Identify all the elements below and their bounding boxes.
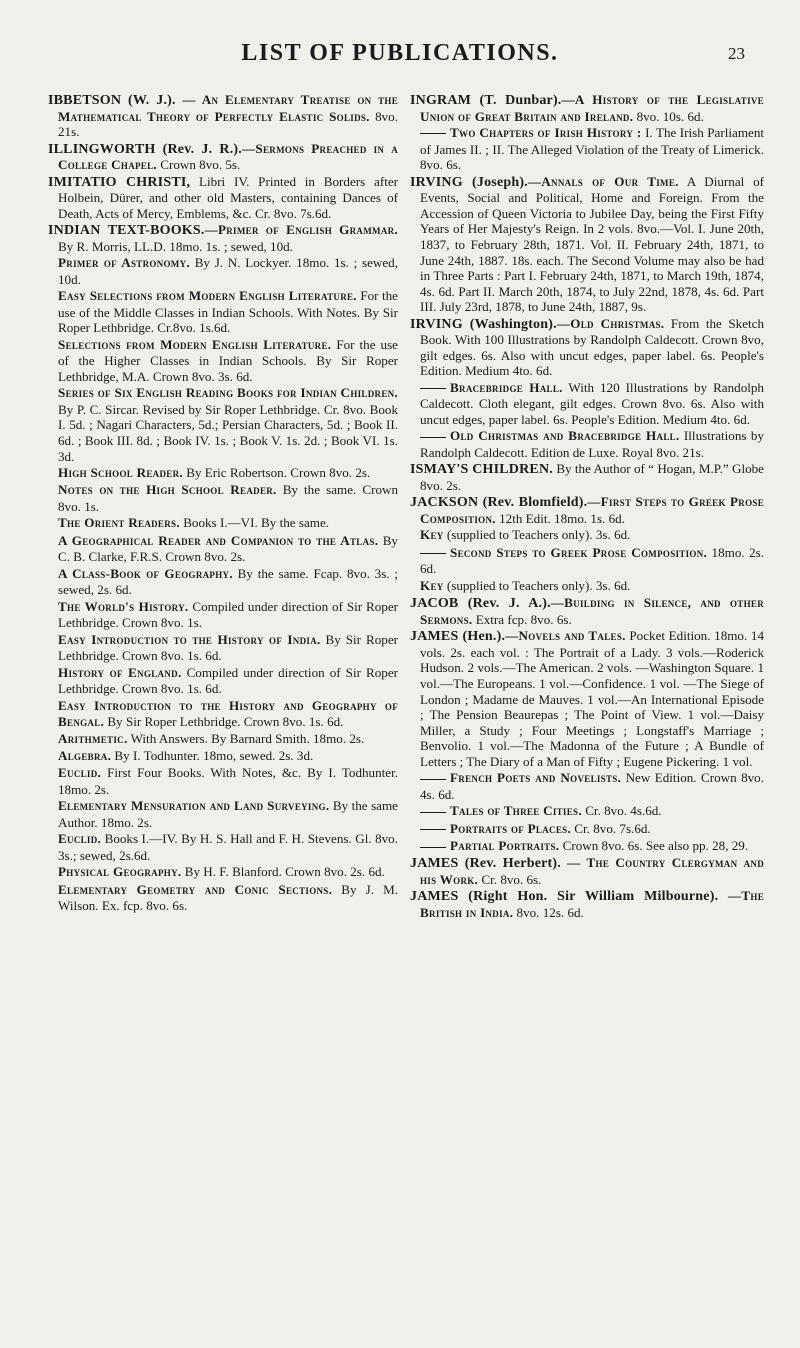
entry-details: With Answers. By Barnard Smith. 18mo. 2s. [127, 730, 365, 746]
entry-details: Books I.—VI. By the same. [179, 515, 330, 531]
entry-author: JAMES (Hen.). [410, 629, 506, 645]
catalog-entry [48, 337, 398, 385]
catalog-entry [410, 92, 764, 124]
entry-details: For the use of the Middle Classes in Indian Schools. With Notes. By Sir Roper Lethbridge. Cr.8vo. 1s.6d. [58, 288, 398, 336]
catalog-entry [48, 798, 398, 830]
entry-title: Partial Portraits. [450, 838, 560, 854]
catalog-entry [48, 255, 398, 287]
entry-author: JACOB (Rev. J. A.). [410, 596, 551, 612]
catalog-entry [48, 831, 398, 863]
ditto-dash [420, 133, 446, 134]
catalog-entry [48, 665, 398, 697]
entry-title: Arithmetic. [58, 730, 128, 746]
catalog-entry [48, 515, 398, 532]
entry-title: —Novels and Tales. [505, 628, 626, 644]
page-title: LIST OF PUBLICATIONS. [241, 40, 559, 66]
catalog-entry [48, 731, 398, 748]
entry-title: Key [420, 527, 444, 543]
entry-title: Euclid. [58, 831, 102, 847]
ditto-dash [420, 388, 446, 389]
entry-details: By the same Author. 18mo. 2s. [58, 798, 398, 831]
entry-details: First Four Books. With Notes, &c. By I. Todhunter. 18mo. 2s. [58, 765, 398, 798]
catalog-entry [48, 288, 398, 336]
entry-details: By J. M. Wilson. Ex. fcp. 8vo. 6s. [58, 881, 398, 914]
catalog-entry [48, 385, 398, 464]
entry-details: 12th Edit. 18mo. 1s. 6d. [495, 511, 625, 527]
entry-author: IRVING (Joseph). [410, 174, 528, 190]
entry-details: Cr. 8vo. 4s.6d. [581, 803, 662, 819]
entry-title: Easy Selections from Modern English Literature. [58, 288, 357, 304]
entry-title: Physical Geography. [58, 864, 182, 880]
entry-title: The Orient Readers. [58, 515, 180, 531]
entry-title: —Sermons Preached in a College Chapel. [58, 140, 398, 173]
entry-title: Key [420, 577, 444, 593]
entry-title: Series of Six English Reading Books for Indian Children. [58, 385, 398, 401]
entry-details: By I. Todhunter. 18mo, sewed. 2s. 3d. [111, 748, 314, 764]
entry-title: Euclid. [58, 765, 102, 781]
catalog-entry [410, 125, 764, 173]
ditto-dash [420, 847, 446, 848]
entry-details: For the use of the Higher Classes in Indian Schools. By Sir Roper Lethbridge, M.A. Crown 8vo. 3s. 6d. [58, 336, 398, 384]
entry-title: — An Elementary Treatise on the Mathematical Theory of Perfectly Elastic Solids. [58, 92, 399, 124]
entry-details: 8vo. 10s. 6d. [633, 108, 704, 124]
entry-title: —Annals of Our Time. [527, 173, 679, 189]
entry-title: History of England. [58, 664, 182, 680]
entry-details: By R. Morris, LL.D. 18mo. 1s. ; sewed, 10d. [58, 238, 293, 254]
catalog-entry [410, 316, 764, 379]
catalog-entry [48, 698, 398, 730]
entry-title: A Geographical Reader and Companion to the Atlas. [58, 532, 379, 548]
entry-details: Crown 8vo. 6s. See also pp. 28, 29. [559, 838, 749, 854]
catalog-entry [48, 599, 398, 631]
entry-details: I. The Irish Parliament of James II. ; II. The Alleged Violation of the Treaty of Limerick. 8vo. 6s. [420, 124, 764, 173]
entry-details: 8vo. 12s. 6d. [513, 905, 584, 921]
entry-details: Extra fcp. 8vo. 6s. [472, 611, 572, 627]
entry-title: Bracebridge Hall. [450, 379, 563, 395]
entry-title: —The British in India. [420, 888, 764, 921]
publication-list [48, 92, 764, 921]
entry-title: Easy Introduction to the History and Geography of Bengal. [58, 697, 398, 730]
catalog-entry [410, 380, 764, 428]
entry-title: Easy Introduction to the History of India. [58, 631, 321, 647]
entry-author: JAMES (Rev. Herbert). [410, 856, 561, 872]
entry-details: By C. B. Clarke, F.R.S. Crown 8vo. 2s. [58, 532, 398, 565]
entry-title: —First Steps to Greek Prose Composition. [420, 494, 764, 527]
entry-title: Second Steps to Greek Prose Composition. [450, 544, 708, 560]
catalog-entry [410, 855, 764, 887]
catalog-entry [48, 882, 398, 914]
entry-author: JACKSON (Rev. Blomfield). [410, 495, 588, 511]
catalog-entry [48, 765, 398, 797]
entry-details: Illustrations by Randolph Caldecott. Edition de Luxe. Royal 8vo. 21s. [420, 428, 764, 461]
page-number: 23 [728, 44, 745, 63]
catalog-entry [410, 888, 764, 920]
entry-details: With 120 Illustrations by Randolph Caldecott. Cloth elegant, gilt edges. Crown 8vo. 6s. Also with uncut edges, paper label. 6s. People's Edition. Medium 4to. 6d. [420, 379, 764, 428]
entry-details: Libri IV. Printed in Borders after Holbein, Dürer, and other old Masters, containing Dances of Death, Acts of Mercy, Emblems, &c. Cr. 8vo. 7s.6d. [58, 173, 399, 221]
entry-title: Notes on the High School Reader. [58, 482, 277, 498]
catalog-entry [48, 864, 398, 881]
entry-author: IBBETSON (W. J.). [48, 93, 176, 108]
entry-author: ILLINGWORTH (Rev. J. R.). [48, 141, 242, 157]
entry-author: ISMAY'S CHILDREN. [410, 462, 553, 478]
entry-title: High School Reader. [58, 465, 183, 481]
catalog-entry [48, 632, 398, 664]
entry-title: Selections from Modern English Literature. [58, 336, 332, 352]
entry-title: French Poets and Novelists. [450, 770, 622, 786]
entry-details: A Diurnal of Events, Social and Political, Home and Foreign. From the Accession of Queen Victoria to Jubilee Day, being the First Fifty Years of Her Majesty's Reign. In 2 vols. 8vo.—Vol. I. June 20th, 1837, to February 28th, 1871. Vol. II. February 24th, 1871, to June 24th, 1887. 18s. each. The Second Volume may also be had in Three Parts : Part I. February 24th, 1871, to March 19th, 1874, 4s. 6d. Part II. March 20th, 1874, to July 22nd, 1878, 4s. 6d. Part III. July 23rd, 1878, to June 24th, 1887, 9s. [420, 173, 764, 315]
entry-title: The World's History. [58, 598, 189, 614]
entry-title: Elementary Geometry and Conic Sections. [58, 881, 333, 897]
entry-details: Pocket Edition. 18mo. 14 vols. 2s. each vol. : The Portrait of a Lady. 3 vols.—Roderick Hudson. 2 vols.—The American. 2 vols. —Washington Square. 1 vol.—The Europeans. 1 vol.—Confidence. 1 vol. —The Siege of London ; Madame de Mauves. 1 vol.—An International Episode ; The Pension Beaurepas ; The Point of View. 1 vol.—Daisy Miller, a Study ; Four Meetings ; Longstaff's Marriage ; Benvolio. 1 vol.—The Madonna of the Future ; A Bundle of Letters ; The Diary of a Man of Fifty ; Eugene Pickering. 1 vol. [420, 628, 765, 769]
entry-details: Compiled under direction of Sir Roper Lethbridge. Crown 8vo. 1s. [58, 598, 398, 631]
catalog-entry [48, 533, 398, 565]
entry-title: —Old Christmas. [556, 315, 665, 331]
entry-author: JAMES (Right Hon. Sir William Milbourne). [410, 889, 719, 905]
entry-details: By Sir Roper Lethbridge. Crown 8vo. 1s. 6d. [104, 714, 344, 730]
entry-details: 18mo. 2s. 6d. [420, 544, 765, 577]
entry-title: —Primer of English Grammar. [204, 222, 398, 238]
ditto-dash [420, 829, 446, 830]
entry-title: Two Chapters of Irish History : [450, 124, 642, 140]
entry-details: (supplied to Teachers only). 3s. 6d. [443, 527, 631, 543]
entry-details: By J. N. Lockyer. 18mo. 1s. ; sewed, 10d. [58, 255, 398, 287]
entry-title: Primer of Astronomy. [58, 255, 190, 271]
entry-title: A Class-Book of Geography. [58, 565, 233, 581]
ditto-dash [420, 779, 446, 780]
entry-title: —Building in Silence, and other Sermons. [420, 595, 764, 627]
entry-details: Cr. 8vo. 7s.6d. [571, 820, 651, 836]
entry-details: By the same. Crown 8vo. 1s. [58, 482, 398, 515]
entry-author: IMITATIO CHRISTI, [48, 174, 191, 190]
entry-title: Algebra. [58, 748, 112, 764]
catalog-entry [48, 222, 398, 254]
catalog-entry [410, 527, 764, 544]
entry-title: — The Country Clergyman and his Work. [420, 855, 764, 888]
catalog-entry [48, 566, 398, 598]
entry-details: From the Sketch Book. With 100 Illustrations by Randolph Caldecott. Crown 8vo, gilt edges. 6s. Also with uncut edges, paper label. 6s. People's Edition. Medium 4to. 6d. [420, 315, 764, 379]
catalog-entry [48, 465, 398, 482]
page-header [0, 40, 800, 74]
entry-details: By Sir Roper Lethbridge. Crown 8vo. 1s. 6d. [58, 631, 398, 664]
catalog-entry [410, 803, 764, 820]
entry-title: Tales of Three Cities. [450, 803, 582, 819]
catalog-entry [410, 595, 764, 627]
catalog-entry [410, 428, 764, 460]
entry-details: By the Author of “ Hogan, M.P.” Globe 8vo. 2s. [420, 461, 764, 494]
entry-title: Elementary Mensuration and Land Surveying. [58, 798, 330, 814]
catalog-entry [48, 748, 398, 765]
catalog-entry [410, 545, 764, 577]
catalog-entry [410, 838, 764, 855]
entry-details: Compiled under direction of Sir Roper Lethbridge. Crown 8vo. 1s. 6d. [58, 664, 398, 697]
entry-details: (supplied to Teachers only). 3s. 6d. [443, 577, 631, 593]
entry-title: Old Christmas and Bracebridge Hall. [450, 428, 680, 444]
catalog-entry [48, 92, 398, 140]
catalog-entry [410, 461, 764, 493]
entry-details: 8vo. 21s. [58, 108, 398, 140]
catalog-entry [48, 141, 398, 173]
entry-title: —A History of the Legislative Union of Great Britain and Ireland. [420, 92, 764, 124]
entry-author: IRVING (Washington). [410, 316, 557, 332]
catalog-entry [410, 578, 764, 595]
entry-details: By H. F. Blanford. Crown 8vo. 2s. 6d. [181, 864, 385, 880]
entry-details: By P. C. Sircar. Revised by Sir Roper Lethbridge. Cr. 8vo. Book I. 5d. ; Nagari Characters, 5d.; Persian Characters, 5d. ; Book II. 6d. ; Book III. 8d. ; Book IV. 1s. ; Book V. 1s. 2d. ; Book VI. 1s. 3d. [58, 401, 398, 464]
ditto-dash [420, 812, 446, 813]
catalog-entry [410, 770, 764, 802]
entry-details: By the same. Fcap. 8vo. 3s. ; sewed, 2s. 6d. [58, 565, 399, 598]
ditto-dash [420, 437, 446, 438]
left-column [48, 92, 398, 921]
catalog-entry [410, 174, 764, 315]
catalog-entry [48, 482, 398, 514]
entry-details: Cr. 8vo. 6s. [478, 872, 542, 888]
entry-author: INGRAM (T. Dunbar). [410, 93, 562, 108]
catalog-entry [48, 174, 398, 222]
ditto-dash [420, 553, 446, 554]
entry-details: New Edition. Crown 8vo. 4s. 6d. [420, 770, 764, 802]
entry-details: Books I.—IV. By H. S. Hall and F. H. Stevens. Gl. 8vo. 3s.; sewed, 2s.6d. [58, 831, 398, 864]
catalog-entry [410, 628, 764, 769]
entry-details: Crown 8vo. 5s. [156, 157, 241, 173]
entry-title: Portraits of Places. [450, 820, 572, 836]
catalog-entry [410, 494, 764, 526]
catalog-entry [410, 821, 764, 838]
entry-details: By Eric Robertson. Crown 8vo. 2s. [182, 465, 371, 481]
right-column [410, 92, 764, 921]
entry-author: INDIAN TEXT-BOOKS. [48, 223, 205, 239]
